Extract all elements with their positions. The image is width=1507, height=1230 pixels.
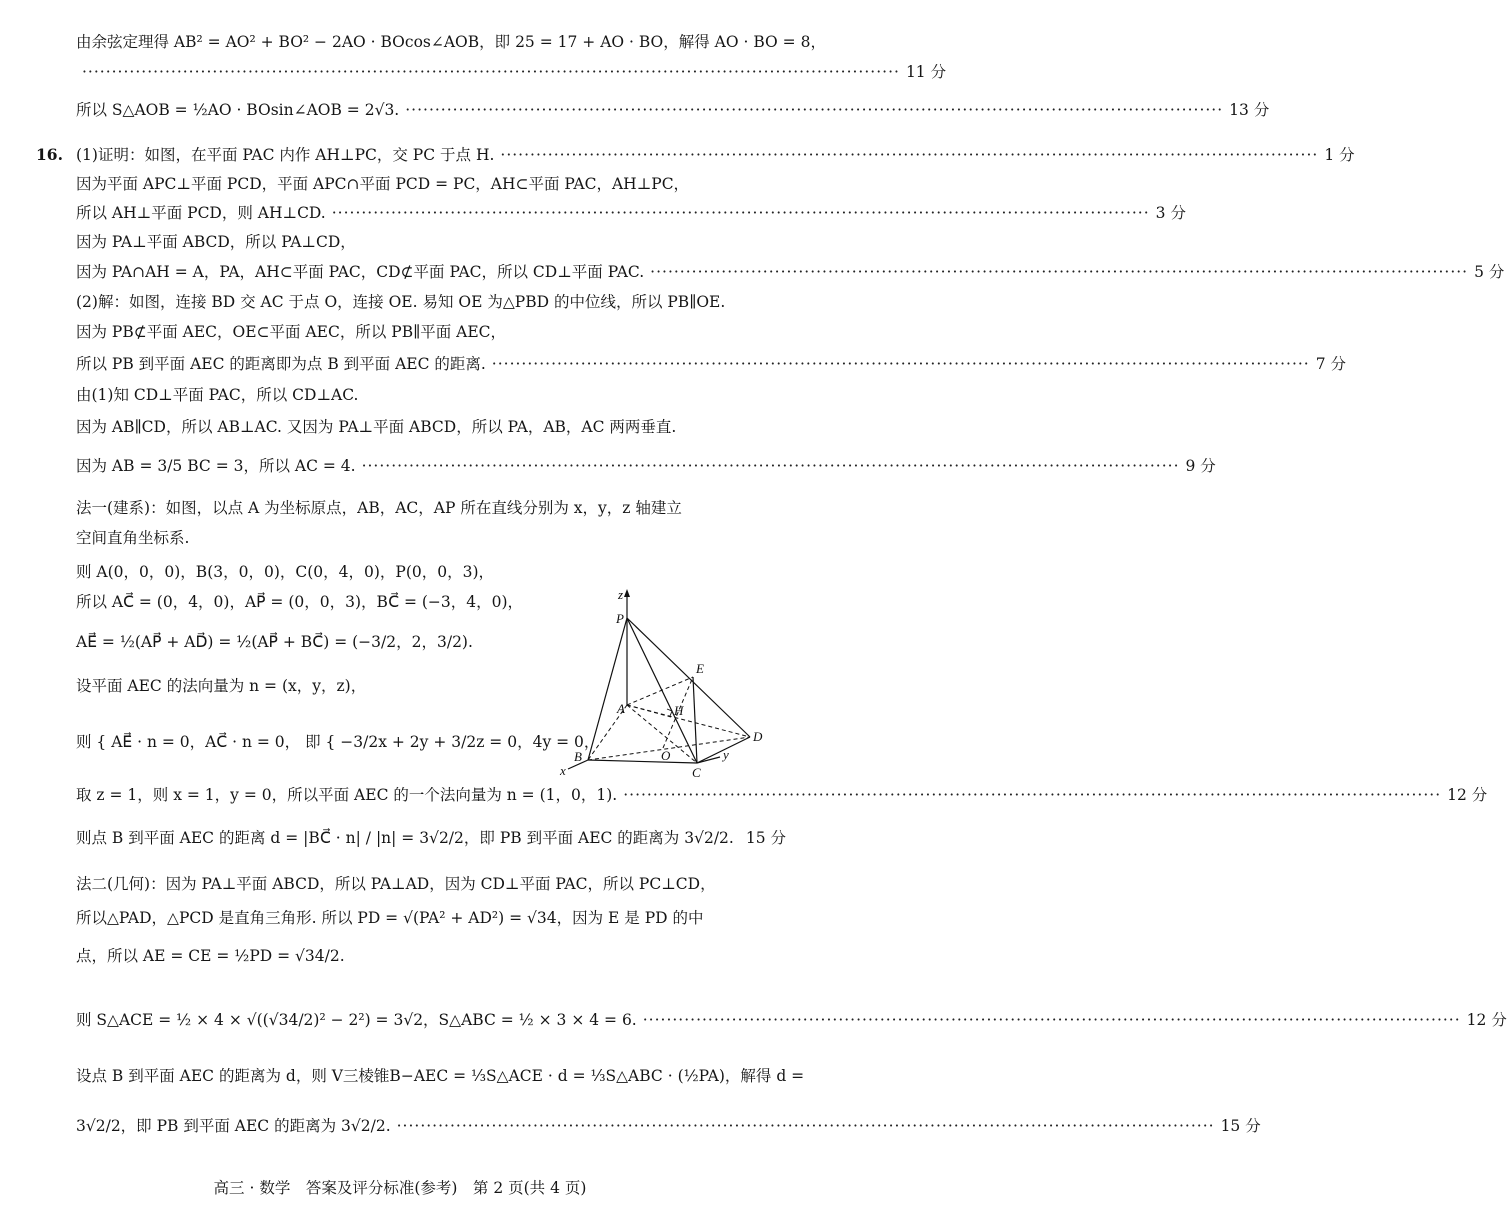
text-line [76, 906, 703, 930]
edge-PB [588, 618, 627, 760]
label-P: P [616, 611, 624, 626]
line-text: 所以△PAD，△PCD 是直角三角形. 所以 PD = √(PA² + AD²) = √34，因为 E 是 PD 的中 [76, 909, 704, 927]
score: 15 分 [1220, 1117, 1261, 1135]
label-z: z [618, 587, 624, 602]
line-text: 因为 AB∥CD，所以 AB⊥AC. 又因为 PA⊥平面 ABCD，所以 PA，AB，AC 两两垂直. [76, 418, 677, 436]
text-line [76, 944, 345, 968]
leader-dots: ·········································································································································· [405, 101, 1224, 119]
text-line [76, 674, 366, 698]
line-text: 则点 B 到平面 AEC 的距离 d = |BC⃗ · n| / |n| = 3√2/2，即 PB 到平面 AEC 的距离为 3√2/2. [76, 829, 734, 847]
line-text: 所以 S△AOB = ½AO · BOsin∠AOB = 2√3. [76, 101, 400, 119]
leader-dots: ·········································································································································· [396, 1117, 1215, 1135]
line-text: 所以 AH⊥平面 PCD，则 AH⊥CD. [76, 204, 326, 222]
line-text: AE⃗ = ½(AP⃗ + AD⃗) = ½(AP⃗ + BC⃗) = (−3/2，2，3/2). [76, 633, 473, 651]
text-line [76, 383, 358, 407]
line-text: 法一(建系)：如图，以点 A 为坐标原点，AB，AC，AP 所在直线分别为 x，y，z 轴建立 [76, 499, 682, 517]
line-text: 因为 PA∩AH = A，PA，AH⊂平面 PAC，CD⊄平面 PAC，所以 CD⊥平面 PAC. [76, 263, 645, 281]
score-line [76, 143, 1355, 167]
label-A: A [617, 701, 625, 716]
line-text: 因为 PB⊄平面 AEC，OE⊂平面 AEC，所以 PB∥平面 AEC， [76, 323, 507, 341]
label-E: E [696, 661, 704, 676]
line-text: 由余弦定理得 AB² = AO² + BO² − 2AO · BOcos∠AOB，即 25 = 17 + AO · BO，解得 AO · BO = 8， [76, 33, 826, 51]
edge-PD [627, 618, 750, 737]
text-line [76, 630, 473, 654]
line-text: 由(1)知 CD⊥平面 PAC，所以 CD⊥AC. [76, 386, 359, 404]
line-text: 设点 B 到平面 AEC 的距离为 d，则 V三棱锥B−AEC = ⅓S△ACE · d = ⅓S△ABC · (½PA)，解得 d = [76, 1067, 805, 1085]
text-line [76, 496, 682, 520]
line-text: 则 { AE⃗ · n = 0，AC⃗ · n = 0， 即 { −3/2x + 2y + 3/2z = 0，4y = 0， [76, 733, 600, 751]
question-number: 16. [36, 145, 63, 164]
score: 9 分 [1185, 457, 1216, 475]
leader-dots: ·········································································································································· [82, 63, 900, 81]
score: 15 分 [745, 829, 786, 847]
leader-dots: ·········································································································································· [642, 1011, 1461, 1029]
score: 7 分 [1315, 355, 1347, 373]
leader-dots: ·········································································································································· [491, 355, 1310, 373]
score-line [76, 783, 1488, 807]
line-text: 点，所以 AE = CE = ½PD = √34/2. [76, 947, 345, 965]
label-C: C [692, 765, 701, 780]
label-y: y [723, 747, 729, 762]
text-line [76, 1064, 804, 1088]
text-line [76, 30, 826, 54]
edge-EC [693, 677, 697, 763]
line-text: (2)解：如图，连接 BD 交 AC 于点 O，连接 OE. 易知 OE 为△PBD 的中位线，所以 PB∥OE. [76, 293, 726, 311]
score: 13 分 [1229, 101, 1270, 119]
score: 3 分 [1155, 204, 1186, 222]
pyramid-figure [560, 585, 775, 780]
page-footer: 高三 · 数学 答案及评分标准(参考) 第 2 页(共 4 页) [213, 1179, 587, 1197]
score: 5 分 [1474, 263, 1505, 281]
score-line [76, 98, 1270, 122]
text-line [76, 526, 189, 550]
score-line [76, 826, 786, 850]
leader-dots: ·········································································································································· [500, 146, 1319, 164]
label-O: O [661, 748, 671, 763]
score: 11 分 [905, 63, 947, 81]
text-line [76, 730, 599, 754]
label-H: H [674, 703, 684, 718]
text-line [76, 872, 716, 896]
line-text: 设平面 AEC 的法向量为 n = (x，y，z)， [76, 677, 367, 695]
score: 1 分 [1324, 146, 1355, 164]
line-text: 则 S△ACE = ½ × 4 × √((√34/2)² − 2²) = 3√2，S△ABC = ½ × 3 × 4 = 6. [76, 1011, 637, 1029]
score: 12 分 [1447, 786, 1488, 804]
score-line [76, 1008, 1507, 1032]
edge-BC [588, 760, 697, 763]
leader-dots: ·········································································································································· [331, 204, 1150, 222]
score-line [76, 201, 1186, 225]
text-line [76, 230, 356, 254]
label-D: D [753, 729, 763, 744]
score-line [76, 454, 1216, 478]
text-line [76, 415, 676, 439]
score: 12 分 [1466, 1011, 1507, 1029]
z-axis-arrow [624, 589, 630, 597]
label-x: x [560, 763, 566, 778]
line-text: 所以 AC⃗ = (0，4，0)，AP⃗ = (0，0，3)，BC⃗ = (−3，4，0)， [76, 593, 524, 611]
text-line [76, 320, 506, 344]
line-text: 因为 PA⊥平面 ABCD，所以 PA⊥CD， [76, 233, 356, 251]
score-line [76, 260, 1505, 284]
line-text: 因为平面 APC⊥平面 PCD，平面 APC∩平面 PCD = PC，AH⊂平面 PAC，AH⊥PC， [76, 175, 690, 193]
leader-dots: ·········································································································································· [623, 786, 1442, 804]
score-line [76, 1114, 1261, 1138]
leader-dots: ·········································································································································· [361, 457, 1180, 475]
line-text: 法二(几何)：因为 PA⊥平面 ABCD，所以 PA⊥AD，因为 CD⊥平面 PAC，所以 PC⊥CD， [76, 875, 716, 893]
line-text: 3√2/2，即 PB 到平面 AEC 的距离为 3√2/2. [76, 1117, 391, 1135]
line-text: (1)证明：如图，在平面 PAC 内作 AH⊥PC，交 PC 于点 H. [76, 146, 495, 164]
line-text: 因为 AB = 3/5 BC = 3，所以 AC = 4. [76, 457, 356, 475]
edge-AD [627, 705, 750, 737]
score-line [76, 60, 947, 84]
text-line [76, 290, 725, 314]
leader-dots: ·········································································································································· [650, 263, 1469, 281]
line-text: 所以 PB 到平面 AEC 的距离即为点 B 到平面 AEC 的距离. [76, 355, 486, 373]
label-B: B [574, 749, 582, 764]
line-text: 空间直角坐标系. [76, 529, 190, 547]
text-line [76, 590, 523, 614]
text-line [76, 560, 494, 584]
text-line [76, 172, 689, 196]
line-text: 取 z = 1，则 x = 1，y = 0，所以平面 AEC 的一个法向量为 n = (1，0，1). [76, 786, 618, 804]
line-text: 则 A(0，0，0)，B(3，0，0)，C(0，4，0)，P(0，0，3)， [76, 563, 495, 581]
score-line [76, 352, 1347, 376]
